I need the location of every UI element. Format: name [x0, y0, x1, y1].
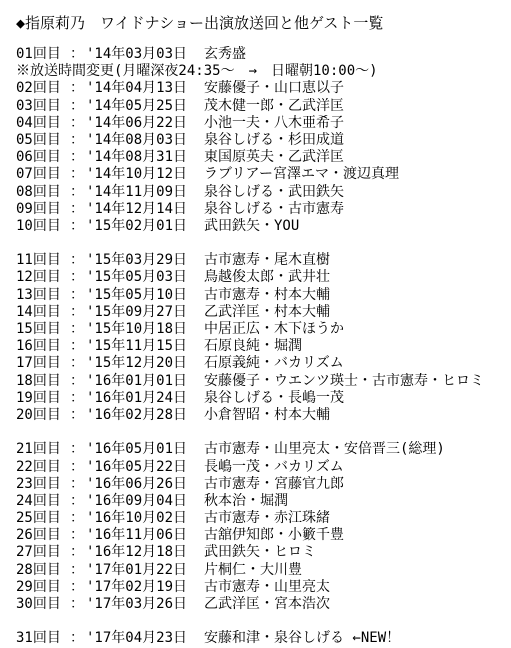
broadcast-date: '16年12月18日 — [86, 544, 188, 561]
list-item — [16, 476, 506, 493]
separator: ： — [70, 475, 84, 492]
broadcast-date: '17年03月26日 — [86, 596, 188, 612]
broadcast-date: '16年10月02日 — [86, 510, 188, 527]
separator: ： — [70, 596, 84, 612]
broadcast-date: '16年02月28日 — [86, 406, 188, 423]
list-item — [16, 355, 506, 372]
broadcast-date: '16年06月26日 — [86, 475, 188, 492]
guest-names: 片桐仁・大川豊 — [204, 561, 302, 578]
list-item — [16, 596, 506, 613]
episode-number: 30回目 — [16, 596, 61, 612]
separator: ： — [70, 630, 84, 647]
broadcast-date: '14年12月14日 — [86, 200, 188, 217]
episode-number: 26回目 — [16, 527, 61, 544]
separator: ： — [70, 578, 84, 595]
list-item — [16, 338, 506, 355]
separator: ： — [70, 406, 84, 423]
episode-number: 18回目 — [16, 372, 61, 389]
guest-names: 安藤優子・山口恵以子 — [204, 80, 344, 97]
episode-number: 14回目 — [16, 303, 61, 320]
separator: ： — [70, 80, 84, 97]
guest-names: 武田鉄矢・ヒロミ — [204, 544, 316, 561]
list-item — [16, 132, 506, 149]
episode-number: 11回目 — [16, 252, 61, 269]
episode-number: 02回目 — [16, 80, 61, 97]
broadcast-date: '14年11月09日 — [86, 183, 188, 200]
guest-names: 秋本治・堀潤 — [204, 492, 288, 509]
episode-number: 06回目 — [16, 149, 61, 166]
broadcast-list — [16, 46, 506, 648]
guest-names: 東国原英夫・乙武洋匡 — [204, 149, 344, 166]
guest-names: 武田鉄矢・YOU — [204, 217, 300, 234]
episode-number: 23回目 — [16, 475, 61, 492]
broadcast-date: '16年05月01日 — [86, 441, 188, 458]
episode-number: 15回目 — [16, 321, 61, 337]
episode-number: 08回目 — [16, 183, 61, 200]
guest-names: 泉谷しげる・古市憲寿 — [204, 200, 344, 217]
page-title: ◆指原莉乃 ワイドナショー出演放送回と他ゲスト一覧 — [16, 14, 384, 32]
list-item — [16, 184, 506, 201]
guest-names: 古舘伊知郎・小籔千豊 — [204, 527, 344, 544]
broadcast-date: '16年01月01日 — [86, 372, 188, 389]
guest-names: 古市憲寿・村本大輔 — [204, 286, 330, 303]
blank-line — [16, 235, 506, 252]
broadcast-date: '15年11月15日 — [86, 338, 188, 355]
broadcast-date: '14年04月13日 — [86, 80, 188, 97]
guest-names: 小池一夫・八木亜希子 — [204, 114, 344, 131]
separator: ： — [70, 46, 84, 62]
broadcast-date: '14年06月22日 — [86, 114, 188, 131]
episode-number: 07回目 — [16, 166, 61, 183]
guest-names: 石原義純・バカリズム — [204, 355, 344, 372]
list-item — [16, 80, 506, 97]
separator: ： — [70, 303, 84, 320]
separator: ： — [70, 131, 84, 148]
separator: ： — [70, 441, 84, 458]
episode-number: 20回目 — [16, 406, 61, 423]
list-item — [16, 562, 506, 579]
episode-number: 27回目 — [16, 544, 61, 561]
separator: ： — [70, 183, 84, 200]
guest-names: 乙武洋匡・村本大輔 — [204, 303, 330, 320]
broadcast-date: '14年08月03日 — [86, 131, 188, 148]
episode-number: 28回目 — [16, 561, 61, 578]
episode-number: 04回目 — [16, 114, 61, 131]
broadcast-date: '15年05月10日 — [86, 286, 188, 303]
episode-number: 05回目 — [16, 131, 61, 148]
separator: ： — [70, 355, 84, 372]
list-item — [16, 544, 506, 561]
guest-names: 小倉智昭・村本大輔 — [204, 406, 330, 423]
separator: ： — [70, 114, 84, 131]
guest-names: 玄秀盛 — [204, 46, 246, 62]
list-item — [16, 321, 506, 338]
list-item — [16, 527, 506, 544]
episode-number: 03回目 — [16, 97, 61, 114]
guest-names: ラブリアー宮澤エマ・渡辺真理 — [204, 166, 400, 183]
broadcast-date: '15年12月20日 — [86, 355, 188, 372]
broadcast-date: '14年08月31日 — [86, 149, 188, 166]
guest-names: 長嶋一茂・バカリズム — [204, 458, 344, 475]
list-item — [16, 510, 506, 527]
broadcast-date: '14年03月03日 — [86, 46, 188, 62]
broadcast-date: '17年02月19日 — [86, 578, 188, 595]
separator: ： — [70, 252, 84, 269]
episode-number: 13回目 — [16, 286, 61, 303]
list-item — [16, 579, 506, 596]
separator: ： — [70, 544, 84, 561]
guest-names: 古市憲寿・赤江珠緒 — [204, 510, 330, 527]
list-item — [16, 287, 506, 304]
guest-names: 安藤優子・ウエンツ瑛士・古市憲寿・ヒロミ — [204, 372, 484, 389]
episode-number: 16回目 — [16, 338, 61, 355]
list-item — [16, 459, 506, 476]
guest-names: 茂木健一郎・乙武洋匡 — [204, 97, 344, 114]
broadcast-date: '16年05月22日 — [86, 458, 188, 475]
broadcast-date: '17年01月22日 — [86, 561, 188, 578]
guest-names: 古市憲寿・尾木直樹 — [204, 252, 330, 269]
broadcast-date: '16年09月04日 — [86, 492, 188, 509]
broadcast-date: '17年04月23日 — [86, 630, 188, 647]
episode-number: 19回目 — [16, 389, 61, 406]
schedule-change-note: ※放送時間変更(月曜深夜24:35～ → 日曜朝10:00～) — [16, 63, 378, 80]
broadcast-date: '14年10月12日 — [86, 166, 188, 183]
list-item — [16, 115, 506, 132]
separator: ： — [70, 269, 84, 286]
separator: ： — [70, 321, 84, 337]
guest-names: 泉谷しげる・武田鉄矢 — [204, 183, 344, 200]
guest-names: 中居正広・木下ほうか — [204, 321, 344, 337]
broadcast-date: '15年02月01日 — [86, 217, 188, 234]
guest-names: 泉谷しげる・杉田成道 — [204, 131, 344, 148]
list-item — [16, 373, 506, 390]
separator: ： — [70, 338, 84, 355]
separator: ： — [70, 149, 84, 166]
blank-line — [16, 613, 506, 630]
separator: ： — [70, 527, 84, 544]
separator: ： — [70, 200, 84, 217]
list-item — [16, 252, 506, 269]
list-item — [16, 269, 506, 286]
blank-line — [16, 424, 506, 441]
separator: ： — [70, 510, 84, 527]
list-item — [16, 407, 506, 424]
episode-number: 01回目 — [16, 46, 61, 62]
broadcast-date: '15年03月29日 — [86, 252, 188, 269]
separator: ： — [70, 389, 84, 406]
list-item — [16, 46, 506, 63]
list-item — [16, 98, 506, 115]
separator: ： — [70, 458, 84, 475]
episode-number: 24回目 — [16, 492, 61, 509]
guest-names: 乙武洋匡・宮本浩次 — [204, 596, 330, 612]
separator: ： — [70, 561, 84, 578]
list-item — [16, 304, 506, 321]
episode-number: 25回目 — [16, 510, 61, 527]
broadcast-date: '16年11月06日 — [86, 527, 188, 544]
guest-names: 安藤和津・泉谷しげる ←NEW！ — [204, 630, 401, 647]
separator: ： — [70, 492, 84, 509]
episode-number: 22回目 — [16, 458, 61, 475]
episode-number: 10回目 — [16, 217, 61, 234]
list-item — [16, 630, 506, 647]
separator: ： — [70, 217, 84, 234]
guest-names: 石原良純・堀潤 — [204, 338, 302, 355]
episode-number: 17回目 — [16, 355, 61, 372]
guest-names: 鳥越俊太郎・武井壮 — [204, 269, 330, 286]
separator: ： — [70, 372, 84, 389]
separator: ： — [70, 286, 84, 303]
episode-number: 12回目 — [16, 269, 61, 286]
list-item — [16, 149, 506, 166]
list-item — [16, 493, 506, 510]
list-item — [16, 218, 506, 235]
broadcast-date: '14年05月25日 — [86, 97, 188, 114]
broadcast-date: '15年09月27日 — [86, 303, 188, 320]
episode-number: 21回目 — [16, 441, 61, 458]
guest-names: 古市憲寿・山里亮太・安倍晋三(総理) — [204, 441, 445, 458]
guest-names: 古市憲寿・山里亮太 — [204, 578, 330, 595]
broadcast-date: '15年10月18日 — [86, 321, 188, 337]
separator: ： — [70, 97, 84, 114]
broadcast-date: '16年01月24日 — [86, 389, 188, 406]
list-item — [16, 390, 506, 407]
list-item — [16, 201, 506, 218]
broadcast-date: '15年05月03日 — [86, 269, 188, 286]
episode-number: 31回目 — [16, 630, 61, 647]
episode-number: 09回目 — [16, 200, 61, 217]
list-item — [16, 441, 506, 458]
guest-names: 泉谷しげる・長嶋一茂 — [204, 389, 344, 406]
separator: ： — [70, 166, 84, 183]
list-item — [16, 166, 506, 183]
episode-number: 29回目 — [16, 578, 61, 595]
guest-names: 古市憲寿・宮藤官九郎 — [204, 475, 344, 492]
